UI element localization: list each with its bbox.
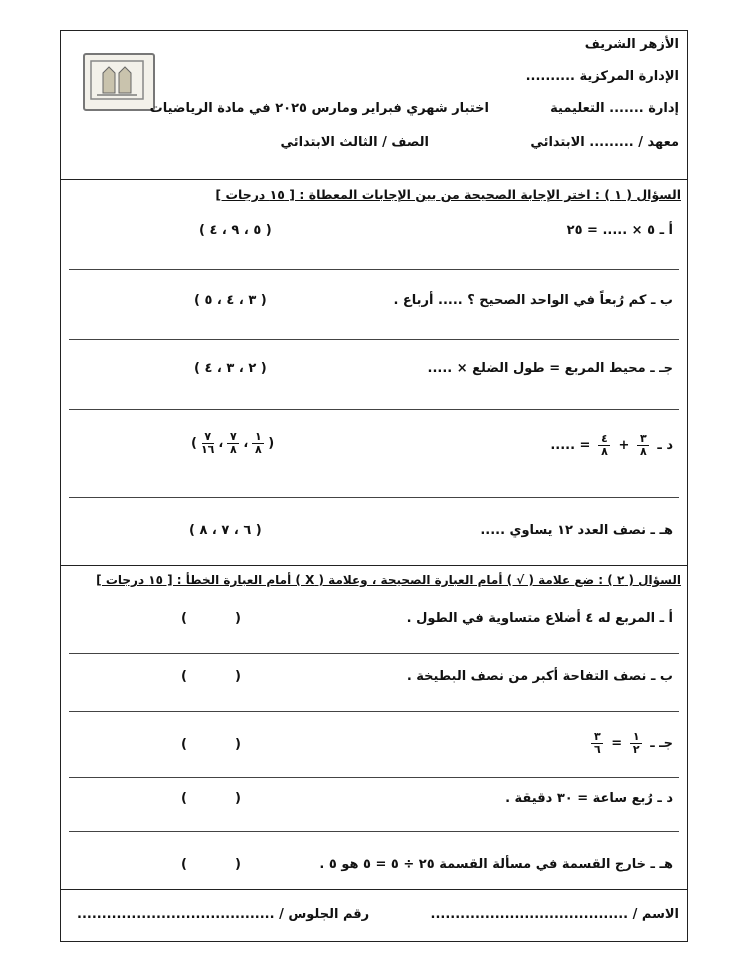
q1-b-stem: ب ـ كم رُبعاً في الواحد الصحيح ؟ ..... أرباع . [393,293,673,308]
q1-d-stem [550,433,673,458]
q2-d-answer-box[interactable]: ( ) [181,791,241,806]
paren-close: ) [191,436,197,451]
q1-d-suffix: = ..... [550,438,591,453]
q1-e-options: ( ٦ ، ٧ ، ٨ ) [189,523,262,538]
q2-c-frac-a: $\frac{١}{٢}$ [630,731,642,756]
exam-title: اختبار شهري فبراير ومارس ٢٠٢٥ في مادة الرياضيات [149,101,489,116]
q1-divider-1 [69,269,679,270]
q1-title: السؤال ( ١ ) : اختر الإجابة الصحيحة من بين الإجابات المعطاة : [ ١٥ درجات ] [215,187,681,202]
azhar-logo-icon [83,53,155,111]
q1-end-divider [61,565,687,566]
q2-c-prefix: جـ ـ [650,736,673,751]
institute: معهد / ......... الابتدائي [530,135,679,150]
q1-divider-3 [69,409,679,410]
q2-c-answer-box[interactable]: ( ) [181,737,241,752]
q1-c-options: ( ٢ ، ٣ ، ٤ ) [194,361,267,376]
q1-divider-4 [69,497,679,498]
q1-d-prefix: د ـ [657,438,673,453]
q2-divider-4 [69,831,679,832]
q1-d-opt-2: $\frac{٧}{٨}$ [227,431,239,456]
q1-d-frac-b: $\frac{٤}{٨}$ [598,433,610,458]
comma: ، [243,436,249,451]
equals-sign: = [611,736,623,751]
seat-number-field[interactable]: رقم الجلوس / ........................................ [77,907,370,922]
q1-d-frac-a: $\frac{٣}{٨}$ [637,433,649,458]
plus-sign: + [618,438,630,453]
q2-c-stem [587,731,673,756]
q1-d-options [191,431,274,456]
q2-d-stem: د ـ رُبع ساعة = ٣٠ دقيقة . [505,791,673,806]
edu-admin: إدارة ....... التعليمية [550,101,679,116]
grade: الصف / الثالث الابتدائي [280,135,429,150]
q1-e-stem: هـ ـ نصف العدد ١٢ يساوي ..... [480,523,673,538]
q1-b-options: ( ٣ ، ٤ ، ٥ ) [194,293,267,308]
q2-title: السؤال ( ٢ ) : ضع علامة ( √ ) أمام العبارة الصحيحة ، وعلامة ( X ) أمام العبارة الخطأ : [ ١٥ درجات ] [96,573,681,587]
paren-open: ( [268,436,275,451]
q2-c-frac-b: $\frac{٣}{٦}$ [591,731,603,756]
q1-c-stem: جـ ـ محيط المربع = طول الضلع × ..... [427,361,673,376]
q2-e-stem: هـ ـ خارج القسمة في مسألة القسمة ٢٥ ÷ ٥ = ٥ هو ٥ . [319,857,673,872]
q2-divider-1 [69,653,679,654]
comma: ، [218,436,224,451]
q1-d-opt-3: $\frac{٧}{١٦}$ [200,430,215,456]
q2-e-answer-box[interactable]: ( ) [181,857,241,872]
authority-name: الأزهر الشريف [584,37,679,52]
central-admin: الإدارة المركزية .......... [525,69,679,84]
q2-a-answer-box[interactable]: ( ) [181,611,241,626]
q2-b-answer-box[interactable]: ( ) [181,669,241,684]
q1-divider-2 [69,339,679,340]
q2-a-stem: أ ـ المربع له ٤ أضلاع متساوية في الطول . [406,611,673,626]
q1-a-stem: أ ـ ٥ × ..... = ٢٥ [566,223,673,238]
footer-divider [61,889,687,890]
header-divider [61,179,687,180]
q2-divider-2 [69,711,679,712]
q2-divider-3 [69,777,679,778]
q2-b-stem: ب ـ نصف التفاحة أكبر من نصف البطيخة . [406,669,673,684]
student-name-field[interactable]: الاسم / ........................................ [430,907,679,922]
q1-d-opt-1: $\frac{١}{٨}$ [252,431,264,456]
q1-a-options: ( ٥ ، ٩ ، ٤ ) [199,223,272,238]
exam-sheet [60,30,688,942]
